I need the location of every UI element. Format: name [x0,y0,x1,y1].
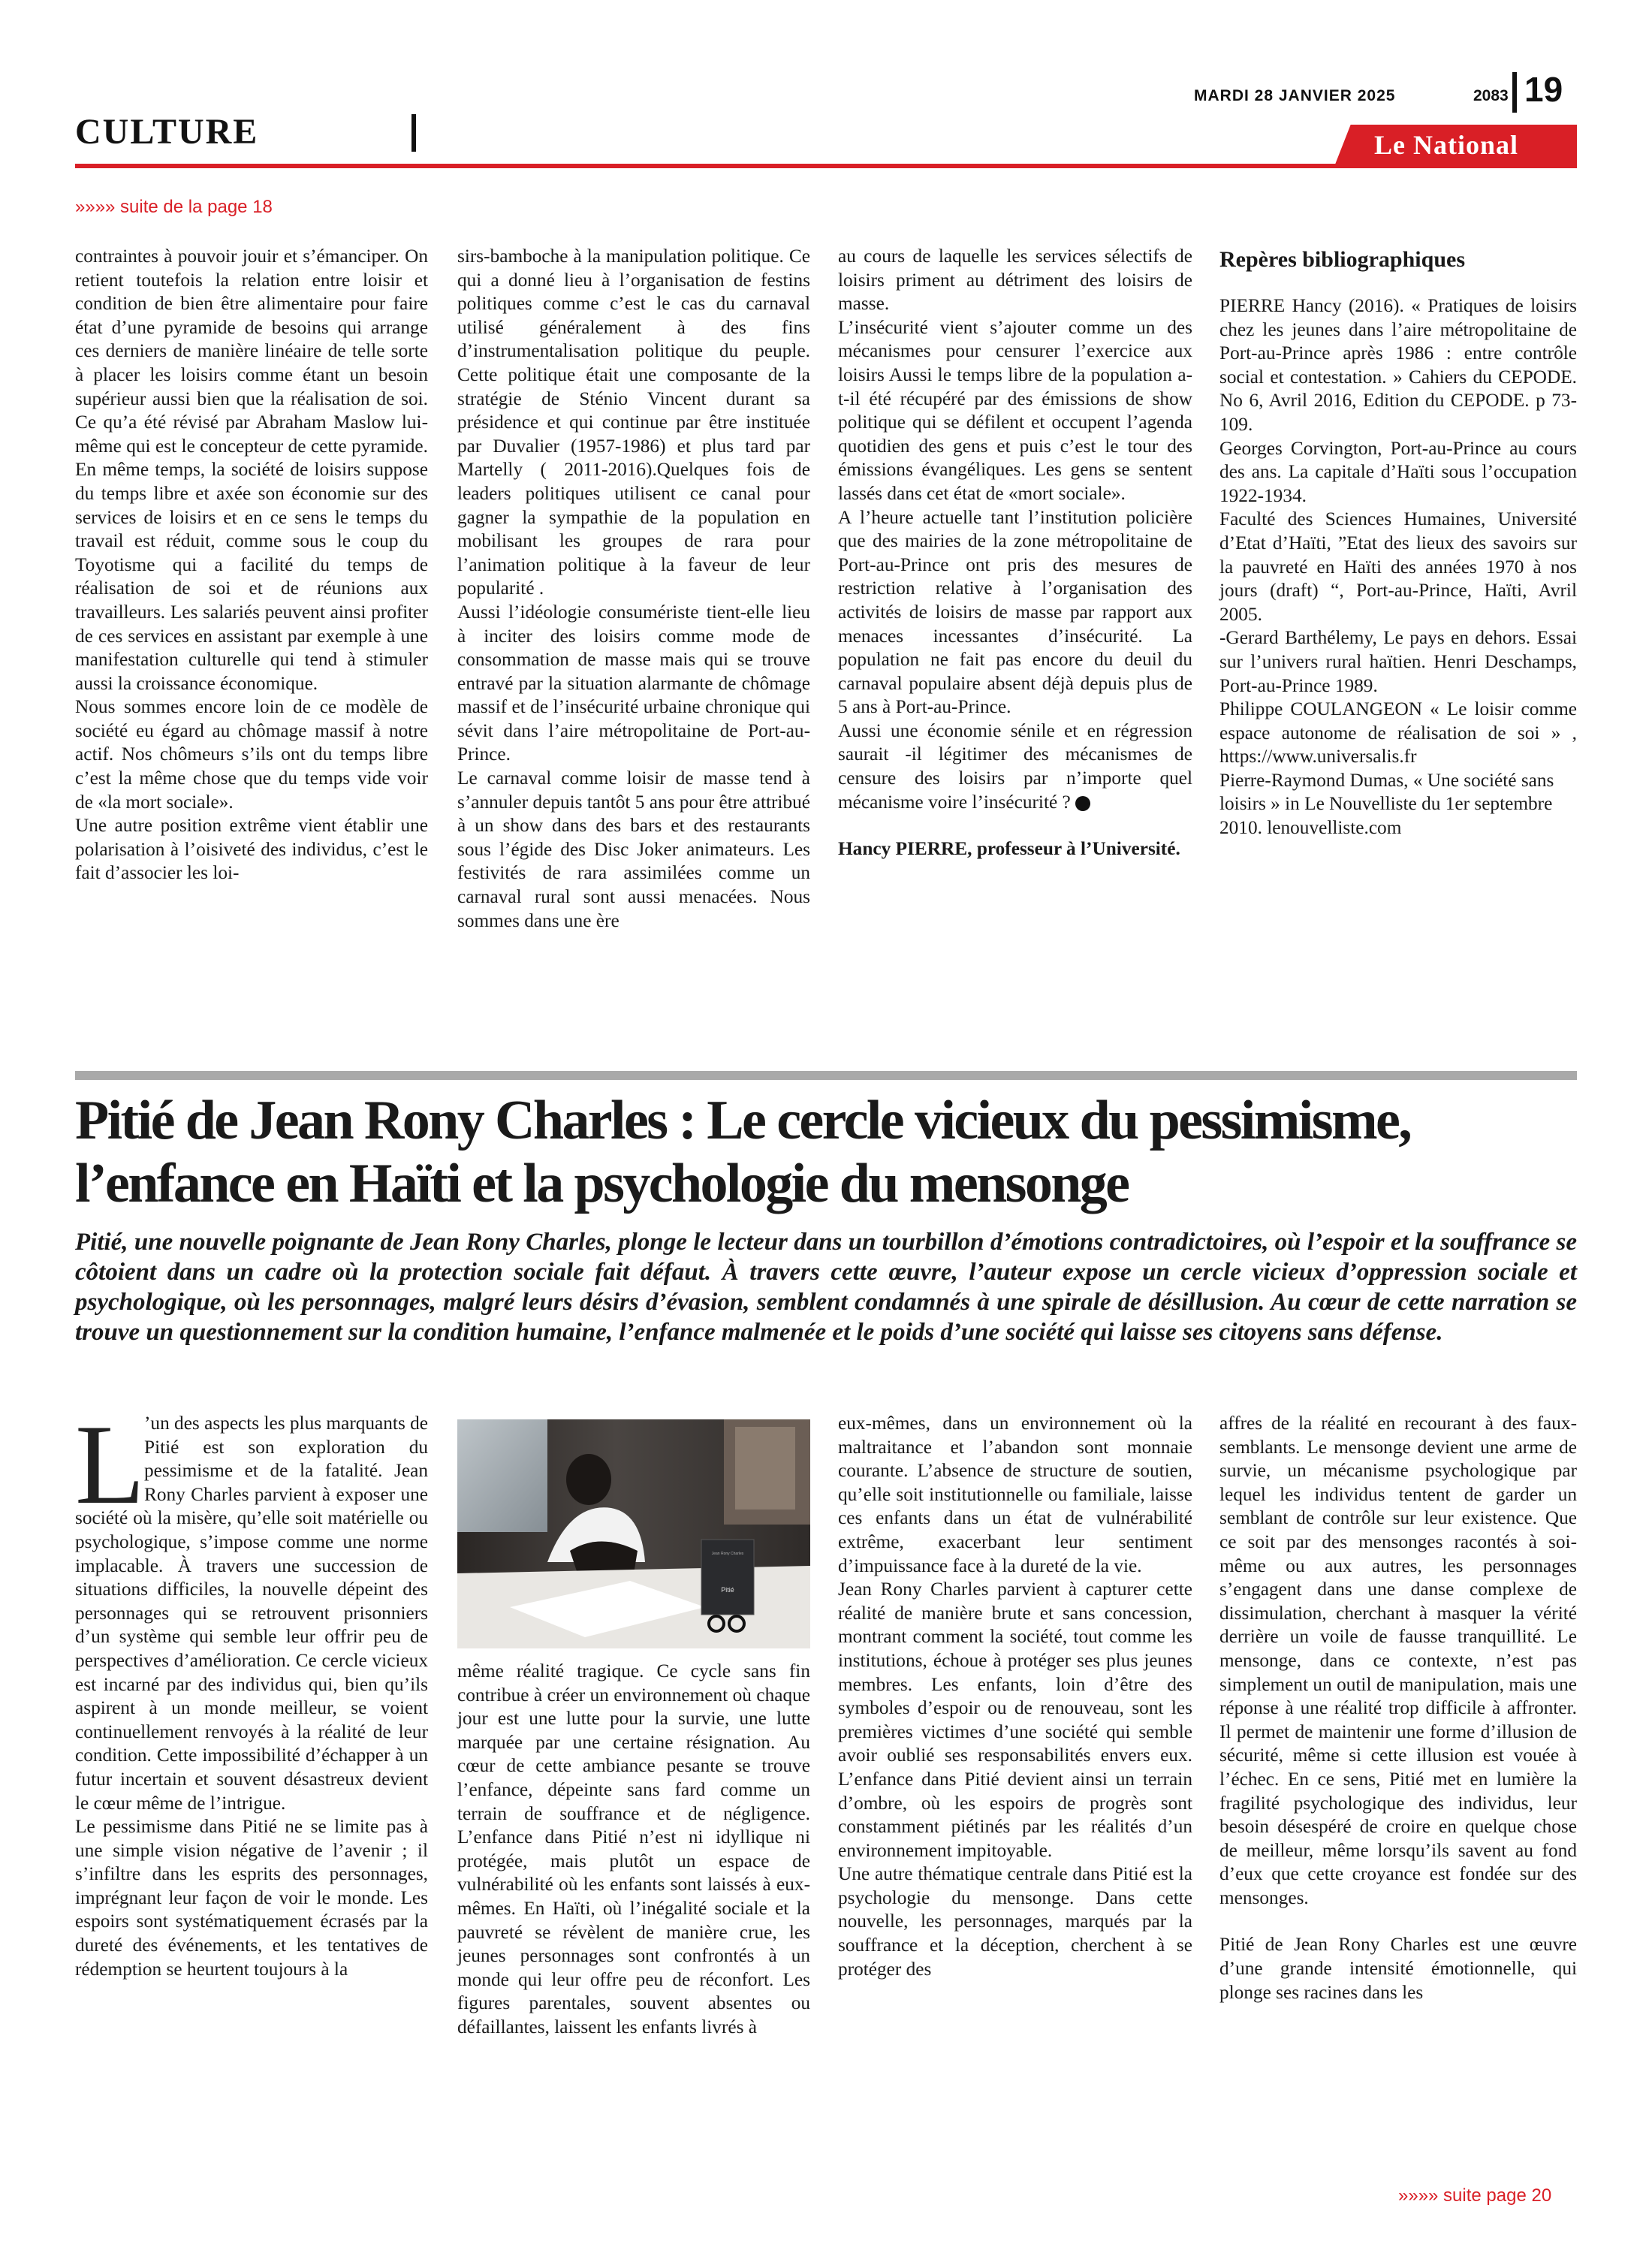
paragraph: Une autre position extrême vient établir une polarisation à l’oisiveté des individus, c’est le fait d’associer les loi- [75,815,428,884]
issue-number: 2083 [1473,87,1509,104]
paragraph: affres de la réalité en recourant à des faux-semblants. Le mensonge devient une arme de survie, un mécanisme psychologique par lequel les individus tentent de garder un semblant de contrôle sur leur existence. Que ce soit par des mensonges racontés à soi-même ou aux autres, les personnages s’engagent dans une danse complexe de dissimulation, cherchant à masquer la vérité derrière un voile de fausse tranquillité. Le mensonge, dans ce contexte, n’est pas simplement un outil de manipulation, mais une réponse à une réalité trop difficile à affronter. Il permet de maintenir une forme d’illusion de sécurité, même si cette illusion est vouée à l’échec. En ce sens, Pitié met en lumière la fragilité psychologique des individus, leur besoin désespéré de croire en quelque chose de meilleur, même lorsqu’ils savent au fond d’eux que cette croyance est fondée sur des mensonges. [1219,1413,1577,1908]
paragraph: contraintes à pouvoir jouir et s’émanciper. On retient toutefois la relation entre loisir et condition de bien être alimentaire pour faire état d’une pyramide de besoins qui arrange ces derniers de manière linéaire de telle sorte à placer les loisirs comme étant un besoin supérieur aussi bien que la réalisation de soi. Ce qu’a été révisé par Abraham Maslow lui-même qui est le concepteur de cette pyramide. En même temps, la société de loisirs suppose du temps libre et axée son économie sur des services de loisirs et en ce sens le temps du travail est réduit, comme sous le coup du Toyotisme qui a facilité du temps de réalisation de soi et de réunions aux travailleurs. Les salariés peuvent ainsi profiter de ces services en assistant par exemple à une manifestation culturelle qui tend à stimuler aussi la croissance économique. [75,246,428,694]
byline: Hancy PIERRE, professeur à l’Université. [838,838,1180,860]
brand-name: Le National [1374,130,1519,160]
paragraph: Nous sommes encore loin de ce modèle de société eu égard au chômage massif à notre actif. Nos chômeurs s’ils ont du temps libre c’est la même chose que du temps vide voir de «la mort sociale». [75,696,428,813]
paragraph [838,719,1192,814]
main-article-col-3 [838,1412,1192,1981]
paragraph: au cours de laquelle les services sélectifs de loisirs priment au détriment des loisirs de masse. [838,246,1192,315]
continued-to-link[interactable]: »»»» suite page 20 [1398,2185,1552,2206]
bibliography-title: Repères bibliographiques [1219,247,1465,272]
paragraph: A l’heure actuelle tant l’institution policière que des mairies de la zone métropolitaine de Port-au-Prince ont pris des mesures de restriction relative à l’organisation des activités de loisirs de masse par rapport aux menaces incessantes d’insécurité. La population ne fait pas encore du deuil du carnaval populaire absent déjà depuis plus de 5 ans à Port-au-Prince. [838,506,1192,718]
paragraph: Jean Rony Charles parvient à capturer cette réalité de manière brute et sans concession, montrant comment la société, tout comme les institutions, échoue à protéger ses plus jeunes membres. Les enfants, loin d’être des symboles d’espoir ou de renouveau, sont les premières victimes d’une société qui semble avoir oublié ses responsabilités envers eux. L’enfance dans Pitié devient ainsi un terrain d’ombre, où les espoirs de progrès sont constamment piétinés par les réalités d’un environnement impitoyable. [838,1579,1192,1861]
main-article-col-1 [75,1401,428,1981]
top-article-col-1 [75,245,428,885]
page-number-divider [1512,72,1517,113]
article-lede: Pitié, une nouvelle poignante de Jean Rony Charles, plonge le lecteur dans un tourbillon d’émotions contradictoires, où l’espoir et la souffrance se côtoient dans un cadre où la protection sociale fait défaut. À travers cette œuvre, l’auteur expose un cercle vicieux d’oppression sociale et psychologique, où les personnages, malgré leurs désirs d’évasion, semblent condamnés à une spirale de désillusion. Au cœur de cette narration se trouve un questionnement sur la condition humaine, l’enfance malmenée et le poids d’une société qui laisse ses citoyens sans défense. [75,1229,1577,1346]
paragraph: Le pessimisme dans Pitié ne se limite pas à une simple vision négative de l’avenir ; il s’infiltre dans les esprits des personnages, imprégnant leur façon de voir le monde. Les espoirs sont systématiquement écrasés par la dureté des événements, et les tentatives de rédemption se heurtent toujours à la [75,1816,428,1980]
article-photo [457,1419,810,1648]
header-rule [75,164,1577,168]
section-divider [411,114,416,152]
book-title-on-cover: Pitié [721,1586,734,1594]
paragraph: même réalité tragique. Ce cycle sans fin contribue à créer un environnement où chaque jour est une lutte pour la survie, une lutte marquée par une certaine résignation. Au cœur de cette ambiance pesante se trouve l’enfance, dépeinte sans fard comme un terrain de souffrance et de négligence. L’enfance dans Pitié n’est ni idyllique ni protégée, mais plutôt un espace de vulnérabilité où les enfants sont laissés à eux-mêmes. En Haïti, où l’inégalité sociale et la pauvreté se révèlent de manière crue, les jeunes personnages sont confrontés à un monde qui leur offre peu de réconfort. Les figures parentales, souvent absentes ou défaillantes, laissent les enfants livrés à [457,1660,810,2037]
paragraph: sirs-bamboche à la manipulation politique. Ce qui a donné lieu à l’organisation de festins politiques comme c’est le cas du carnaval utilisé généralement à des fins d’instrumentalisation politique du peuple. Cette politique était une composante de la stratégie de Sténio Vincent durant sa présidence et qui continue par être instituée par Duvalier (1957-1986) et plus tard par Martelly ( 2011-2016).Quelques fois de leaders politiques utilisent ce canal pour gagner la sympathie de la population en mobilisant les groupes de rara pour l’animation politique à la faveur de leur popularité . [457,246,810,599]
drop-cap-space [75,1412,144,1507]
book-author-on-cover: Jean Rony Charles [711,1552,744,1556]
paragraph: Aussi l’idéologie consumériste tient-elle lieu à inciter des loisirs comme mode de consommation de masse mais qui se trouve entravé par la situation alarmante de chômage massif et de l’insécurité urbaine chronique qui sévit dans l’aire métropolitaine de Port-au-Prince. [457,601,810,765]
page-number: 19 [1524,70,1563,109]
paragraph: Pitié de Jean Rony Charles est une œuvre d’une grande intensité émotionnelle, qui plonge ses racines dans les [1219,1934,1577,2003]
bibliography-entry: -Gerard Barthélemy, Le pays en dehors. Essai sur l’univers rural haïtien. Henri Deschamps, Port-au-Prince 1989. [1219,627,1577,696]
article-headline: Pitié de Jean Rony Charles : Le cercle vicieux du pessimisme, l’enfance en Haïti et la psychologie du mensonge [75,1090,1411,1214]
author-signing-photo [457,1419,810,1648]
main-article-col-4 [1219,1412,1577,2004]
bibliography-entry: Faculté des Sciences Humaines, Université d’Etat d’Haïti, ”Etat des lieux des savoirs sur la pauvreté en Haïti des années 1970 à nos jours (draft) “, Port-au-Prince, Haïti, Avril 2005. [1219,508,1577,625]
continued-from-link[interactable]: »»»» suite de la page 18 [75,197,273,217]
main-article-col-2 [457,1660,810,2040]
paragraph-text: ’un des aspects les plus marquants de Pitié est son exploration du pessimisme et de la fatalité. Jean Rony Charles parvient à exposer une société où la misère, qu’elle soit matérielle ou psychologique, s’impose comme une norme implacable. À travers une succession de situations difficiles, la nouvelle dépeint des personnages qui se retrouvent prisonniers d’un système qui semble leur offrir peu de perspectives d’amélioration. Ce cercle vicieux est incarné par des individus qui, bien qu’ils aspirent à un monde meilleur, se voient continuellement renvoyés à la réalité de leur condition. Cette impossibilité d’échapper à un futur incertain et souvent désastreux devient le cœur même de l’intrigue. [75,1413,428,1814]
paragraph: L’insécurité vient s’ajouter comme un des mécanismes pour censurer l’exercice aux loisirs Aussi le temps libre de la population a-t-il été récupéré par des émissions de show politique qui se défilent et occupent l’agenda quotidien des gens et puis c’est le tour des émissions évangéliques. Les gens se sentent lassés dans cet état de «mort sociale». [838,316,1192,504]
issue-date: MARDI 28 JANVIER 2025 [1194,87,1396,104]
end-mark-icon [1075,796,1090,811]
bibliography-entry: Georges Corvington, Port-au-Prince au cours des ans. La capitale d’Haïti sous l’occupation 1922-1934. [1219,437,1577,506]
paragraph: Le carnaval comme loisir de masse tend à s’annuler depuis tantôt 5 ans pour être attribué à un show dans des bars et des restaurants sous l’égide des Disc Joker animateurs. Les festivités de rara assimilées comme un carnaval rural sont aussi menacées. Nous sommes dans une ère [457,768,810,931]
section-title: CULTURE [75,112,259,152]
paragraph: eux-mêmes, dans un environnement où la maltraitance et l’abandon sont monnaie courante. L’absence de structure de soutien, qu’elle soit institutionnelle ou familiale, laisse ces enfants dans un état de vulnérabilité extrême, exacerbant leur sentiment d’impuissance face à la dureté de la vie. [838,1413,1192,1576]
top-article-col-3 [838,245,1192,861]
paragraph: Une autre thématique centrale dans Pitié est la psychologie du mensonge. Dans cette nouvelle, les personnages, marqués par la souffrance et la déception, cherchent à se protéger des [838,1863,1192,1980]
bibliography [1219,245,1577,840]
bibliography-entry: PIERRE Hancy (2016). « Pratiques de loisirs chez les jeunes dans l’aire métropolitaine de Port-au-Prince après 1986 : entre contrôle social et contestation. » Cahiers du CEPODE. No 6, Avril 2016, Edition du CEPODE. p 73-109. [1219,295,1577,435]
drop-cap: L [75,1401,145,1528]
top-article-col-2 [457,245,810,933]
paragraph-text: Aussi une économie sénile et en régression saurait -il légitimer des mécanismes de censure des loisirs par n’importe quel mécanisme voire l’insécurité ? [838,719,1192,813]
article-divider [75,1071,1577,1080]
bibliography-entry: Pierre-Raymond Dumas, « Une société sans loisirs » in Le Nouvelliste du 1er septembre 2010. lenouvelliste.com [1219,769,1554,839]
paragraph [75,1401,428,1815]
bibliography-entry: Philippe COULANGEON « Le loisir comme espace autonome de réalisation de soi » , https://www.universalis.fr [1219,698,1577,768]
